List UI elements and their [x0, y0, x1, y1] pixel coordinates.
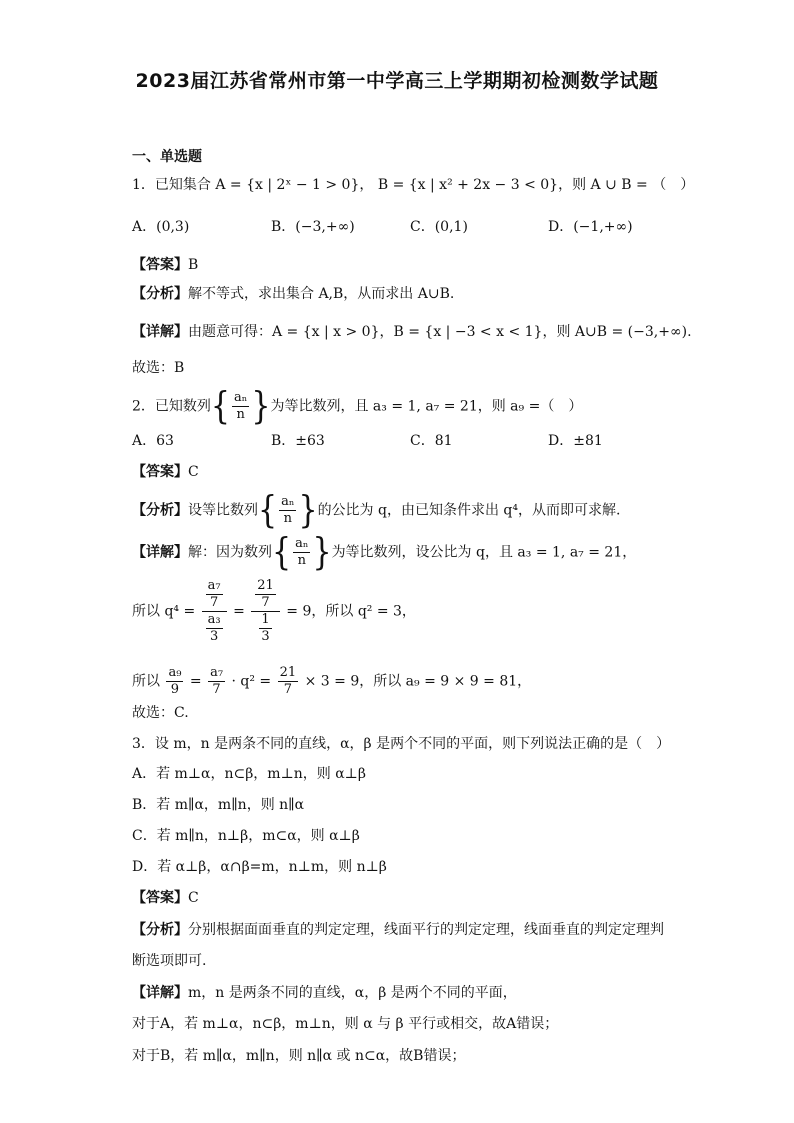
left-brace-icon: {: [210, 384, 231, 428]
q2-option-a: A．63: [132, 433, 174, 449]
q2-stem: 2．已知数列{ $\frac{\text{aₙ}}{n}$ }为等比数列，且 a₃ = 1, a₇ = 21，则 a₉ =（ ）: [132, 384, 583, 428]
q1-detail: 【详解】由题意可得：A = {x | x > 0}，B = {x | −3 < x < 1}，则 A∪B = (−3,+∞).: [132, 324, 692, 340]
q1-option-b: B．(−3,+∞): [271, 219, 355, 235]
q3-answer: 【答案】C: [132, 890, 199, 906]
q2-option-b: B．±63: [271, 433, 325, 449]
page-title: 2023届江苏省常州市第一中学高三上学期期初检测数学试题: [135, 70, 659, 92]
q1-analysis: 【分析】解不等式，求出集合 A,B，从而求出 A∪B.: [132, 286, 455, 302]
q3-option-d: D．若 α⊥β，α∩β=m，n⊥m，则 n⊥β: [132, 859, 387, 875]
left-brace-icon: {: [272, 530, 292, 574]
q3-option-b: B．若 m∥α，m∥n，则 n∥α: [132, 797, 305, 813]
q3-option-a: A．若 m⊥α，n⊂β，m⊥n，则 α⊥β: [132, 766, 366, 782]
q2-step2: 所以 $\frac{\text{a₉}}{9}$ = $\frac{\text{a₇}}{7}$ · q² = $\frac{21}{7}$ × 3 = 9，所以 a₉ = 9 × 9 = 81，: [132, 665, 532, 697]
q2-answer: 【答案】C: [132, 464, 199, 480]
compound-fraction: $\frac{\frac{\text{a₇}}{7}}{\frac{\text{a₃}}{3}}$: [202, 578, 227, 645]
compound-fraction: $\frac{\frac{21}{7}}{\frac{1}{3}}$: [251, 578, 280, 645]
right-brace-icon: }: [312, 530, 332, 574]
q2-analysis: 【分析】设等比数列{ $\frac{\text{aₙ}}{n}$ }的公比为 q，由已知条件求出 q⁴，从而即可求解.: [132, 488, 621, 532]
q1-option-c: C．(0,1): [410, 219, 468, 235]
q1-option-d: D．(−1,+∞): [548, 219, 633, 235]
q3-option-c: C．若 m∥n，n⊥β，m⊂α，则 α⊥β: [132, 828, 360, 844]
q1-option-a: A．(0,3): [132, 219, 190, 235]
q2-sequence-fraction: $\frac{\text{aₙ}}{n}$: [234, 390, 248, 422]
right-brace-icon: }: [251, 384, 271, 428]
q3-stem: 3．设 m，n 是两条不同的直线，α，β 是两个不同的平面，则下列说法正确的是（ ）: [132, 736, 671, 752]
q3-analysis-cont: 断选项即可.: [132, 953, 207, 969]
q1-stem: 1．已知集合 A = {x | 2ˣ − 1 > 0}， B = {x | x² + 2x − 3 < 0}，则 A ∪ B = （ ）: [132, 177, 695, 193]
q1-set-a: A = {x | 2ˣ − 1 > 0}: [215, 177, 360, 193]
q3-detail: 【详解】m，n 是两条不同的直线，α，β 是两个不同的平面，: [132, 985, 517, 1001]
left-brace-icon: {: [258, 488, 278, 532]
q1-conclusion: 故选：B: [132, 360, 185, 376]
q3-analysis: 【分析】分别根据面面垂直的判定定理，线面平行的判定定理，线面垂直的判定定理判: [132, 922, 664, 938]
q2-option-d: D．±81: [548, 433, 603, 449]
q1-answer: 【答案】B: [132, 257, 199, 273]
q2-detail: 【详解】解：因为数列{ $\frac{\text{aₙ}}{n}$ }为等比数列，设公比为 q，且 a₃ = 1, a₇ = 21，: [132, 530, 637, 574]
section-heading: 一、单选题: [132, 149, 202, 165]
q2-conclusion: 故选：C.: [132, 705, 189, 721]
q1-expr: A ∪ B =: [590, 177, 648, 193]
q1-set-b: B = {x | x² + 2x − 3 < 0}: [377, 177, 559, 193]
q3-detail-a: 对于A，若 m⊥α，n⊂β，m⊥n，则 α 与 β 平行或相交，故A错误；: [132, 1016, 559, 1032]
right-brace-icon: }: [298, 488, 318, 532]
q2-step1: 所以 q⁴ = $\frac{\frac{\text{a₇}}{7}}{\frac{\text{a₃}}{3}}$ = $\frac{\frac{21}{7}}{\frac{1}{3}}$ = 9，所以 q² = 3，: [132, 578, 416, 644]
q2-option-c: C．81: [410, 433, 453, 449]
q3-detail-b: 对于B，若 m∥α，m∥n，则 n∥α 或 n⊂α，故B错误；: [132, 1048, 466, 1064]
